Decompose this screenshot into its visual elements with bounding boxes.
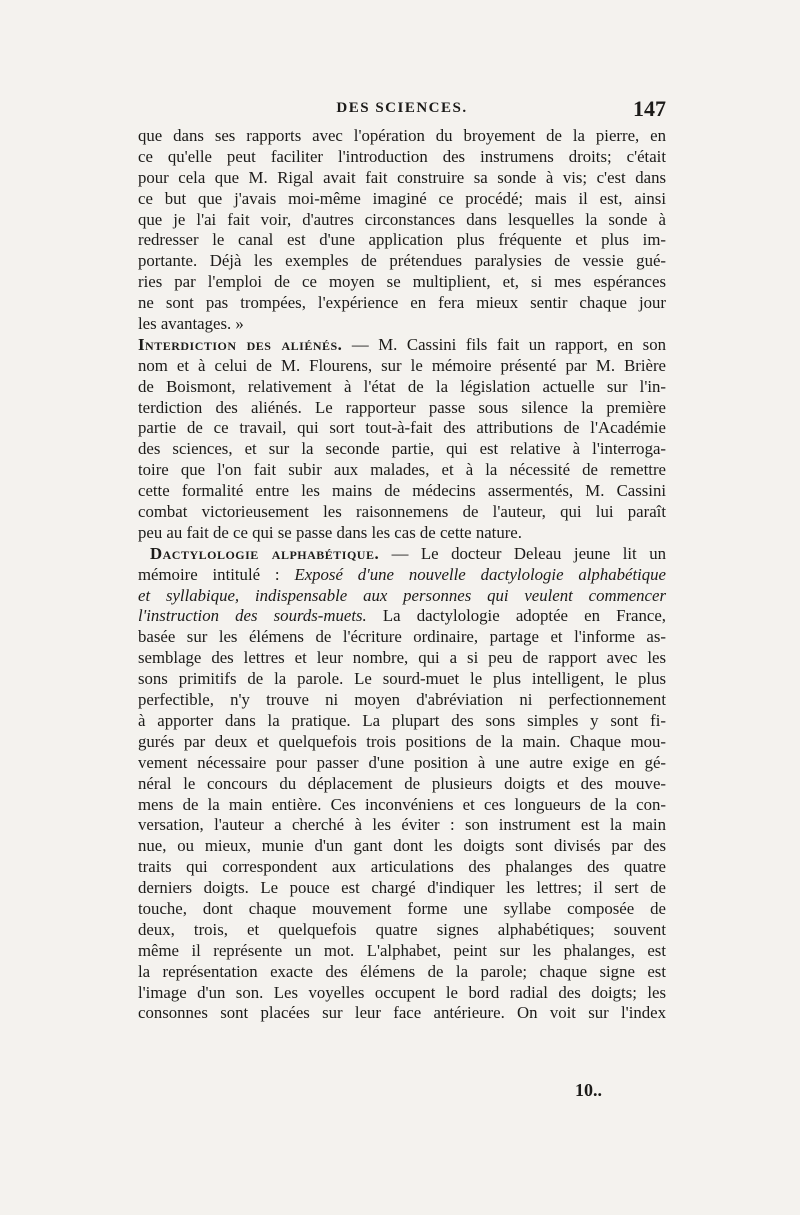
text-line: l'image d'un son. Les voyelles occupent le bord radial des doigts; les <box>138 982 666 1002</box>
text-line: semblage des lettres et leur nombre, qui a si peu de rapport avec les <box>138 648 666 668</box>
text-line: les avantages. » <box>138 314 244 334</box>
text-line: ce but que j'avais moi-même imaginé ce procédé; mais il est, ainsi <box>138 188 666 208</box>
text-line: sons primitifs de la parole. Le sourd-muet le plus intelligent, le plus <box>138 669 666 689</box>
text-line: combat victorieusement les raisonnemens de l'auteur, qui lui paraît <box>138 502 666 522</box>
text-line: versation, l'auteur a cherché à les éviter : son instrument est la main <box>138 815 666 835</box>
text-line: gurés par deux et quelquefois trois positions de la main. Chaque mou- <box>138 731 666 751</box>
text-line <box>138 565 666 586</box>
text-line: deux, trois, et quelquefois quatre signes alphabétiques; souvent <box>138 919 666 939</box>
text-line: néral le concours du déplacement de plusieurs doigts et des mouve- <box>138 773 666 793</box>
memoir-title: Exposé d'une nouvelle dactylologie alphabétique <box>294 564 666 584</box>
section-heading: Dactylologie alphabétique. <box>150 543 380 563</box>
text-line: nom et à celui de M. Flourens, sur le mémoire présenté par M. Brière <box>138 355 666 375</box>
section-first-line <box>138 335 666 356</box>
text-line: touche, dont chaque mouvement forme une syllabe composée de <box>138 898 666 918</box>
text-line: portante. Déjà les exemples de prétendues paralysies de vessie gué- <box>138 251 666 271</box>
text-line: même il représente un mot. L'alphabet, peint sur les phalanges, est <box>138 940 666 960</box>
section-heading: Interdiction des aliénés. <box>138 334 343 354</box>
text-line: vement nécessaire pour passer d'une position à une autre exige en gé- <box>138 752 666 772</box>
text-line: que dans ses rapports avec l'opération du broyement de la pierre, en <box>138 126 666 145</box>
text-line: partie de ce travail, qui sort tout-à-fait des attributions de l'Académie <box>138 418 666 438</box>
text-line: perfectible, n'y trouve ni moyen d'abréviation ni perfectionnement <box>138 690 666 710</box>
memoir-title-line: et syllabique, indispensable aux personnes qui veulent commencer <box>138 585 666 605</box>
text-line: nue, ou mieux, munie d'un gant dont les doigts sont divisés par des <box>138 836 666 856</box>
text-fragment: La dactylologie adoptée en France, <box>366 606 666 626</box>
section-first-line <box>138 544 666 565</box>
text-line: cette formalité entre les mains de médecins assermentés, M. Cassini <box>138 481 666 501</box>
text-line: ce qu'elle peut faciliter l'introduction des instrumens droits; c'était <box>138 146 666 166</box>
memoir-title: l'instruction des sourds-muets. <box>138 606 367 626</box>
text-block <box>138 126 666 1024</box>
page-number: 147 <box>633 96 666 121</box>
text-line: mens de la main entière. Ces inconvéniens et ces longueurs de la con- <box>138 794 666 814</box>
text-line: toire que l'on fait subir aux malades, et à la nécessité de remettre <box>138 460 666 480</box>
section-text: — M. Cassini fils fait un rapport, en son <box>342 334 666 354</box>
text-line: terdiction des aliénés. Le rapporteur passe sous silence la première <box>138 397 666 417</box>
text-line: derniers doigts. Le pouce est chargé d'indiquer les lettres; il sert de <box>138 878 666 898</box>
page-header <box>138 96 666 124</box>
section-text: — Le docteur Deleau jeune lit un <box>379 543 666 563</box>
text-line: à apporter dans la pratique. La plupart des sons simples y sont fi- <box>138 710 666 730</box>
text-line: pour cela que M. Rigal avait fait construire sa sonde à vis; c'est dans <box>138 167 666 187</box>
text-line: de Boismont, relativement à l'état de la législation actuelle sur l'in- <box>138 376 666 396</box>
text-line: la représentation exacte des élémens de la parole; chaque signe est <box>138 961 666 981</box>
text-line: basée sur les élémens de l'écriture ordinaire, partage et l'informe as- <box>138 627 666 647</box>
text-line: des sciences, et sur la seconde partie, qui est relative à l'interroga- <box>138 439 666 459</box>
text-line <box>138 606 666 627</box>
signature-mark: 10.. <box>575 1080 602 1100</box>
text-line: que je l'ai fait voir, d'autres circonstances dans lesquelles la sonde à <box>138 209 666 229</box>
text-line: ne sont pas trompées, l'expérience en fera mieux sentir chaque jour <box>138 293 666 313</box>
text-line: peu au fait de ce qui se passe dans les cas de cette nature. <box>138 522 522 542</box>
text-line: consonnes sont placées sur leur face antérieure. On voit sur l'index <box>138 1003 666 1023</box>
text-fragment: mémoire intitulé : <box>138 564 295 584</box>
text-line: traits qui correspondent aux articulations des phalanges des quatre <box>138 857 666 877</box>
text-line: ries par l'emploi de ce moyen se multiplient, et, si mes espérances <box>138 272 666 292</box>
text-line: redresser le canal est d'une application plus fréquente et plus im- <box>138 230 666 250</box>
running-head: DES SCIENCES. <box>336 100 468 116</box>
